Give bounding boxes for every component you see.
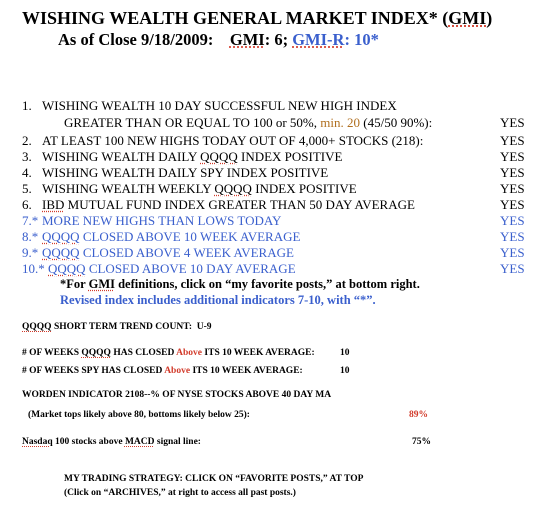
- trend-count: QQQQ SHORT TERM TREND COUNT: U-9: [22, 322, 212, 332]
- weeks-qqqq-value: 10: [340, 348, 350, 358]
- nasdaq-macd: Nasdaq 100 stocks above MACD signal line:: [22, 437, 201, 447]
- status-yes: YES: [500, 261, 525, 276]
- indicator-row-4: 4. WISHING WEALTH DAILY SPY INDEX POSITIVE YES: [22, 165, 525, 180]
- indicator-row-2: 2. AT LEAST 100 NEW HIGHS TODAY OUT OF 4,000+ STOCKS (218): YES: [22, 133, 525, 148]
- status-yes: YES: [500, 115, 525, 130]
- status-yes: YES: [500, 165, 525, 180]
- status-yes: YES: [500, 181, 525, 196]
- as-of-line: [58, 30, 379, 50]
- strategy-line: MY TRADING STRATEGY: CLICK ON “FAVORITE POSTS,” AT TOP: [64, 474, 364, 484]
- gmir-label: GMI-R: [292, 30, 345, 49]
- indicator-row-9: 9.* QQQQ CLOSED ABOVE 4 WEEK AVERAGE YES: [22, 245, 525, 260]
- as-of-date: As of Close 9/18/2009:: [58, 30, 214, 49]
- gmi-abbr: GMI: [448, 8, 487, 28]
- status-yes: YES: [500, 229, 525, 244]
- indicator-row-1-cont: GREATER THAN OR EQUAL TO 100 or 50%, min. 20 (45/50 90%): YES: [64, 115, 525, 130]
- gmi-label: GMI: [229, 30, 265, 49]
- trend-count-value: U-9: [196, 322, 212, 332]
- definitions-note: *For GMI definitions, click on “my favorite posts,” at bottom right.: [60, 277, 420, 291]
- worden-title: WORDEN INDICATOR 2108--% OF NYSE STOCKS ABOVE 40 DAY MA: [22, 390, 332, 400]
- status-yes: YES: [500, 149, 525, 164]
- indicator-row-6: 6. IBD MUTUAL FUND INDEX GREATER THAN 50 DAY AVERAGE YES: [22, 197, 525, 212]
- status-yes: YES: [500, 197, 525, 212]
- indicator-row-8: 8.* QQQQ CLOSED ABOVE 10 WEEK AVERAGE YES: [22, 229, 525, 244]
- indicator-row-1: 1. WISHING WEALTH 10 DAY SUCCESSFUL NEW HIGH INDEX: [22, 98, 397, 113]
- weeks-qqqq: # OF WEEKS QQQQ HAS CLOSED Above ITS 10 WEEK AVERAGE:: [22, 348, 315, 358]
- status-yes: YES: [500, 245, 525, 260]
- page-title: WISHING WEALTH GENERAL MARKET INDEX* (GMI): [22, 8, 493, 28]
- weeks-spy: # OF WEEKS SPY HAS CLOSED Above ITS 10 WEEK AVERAGE:: [22, 366, 303, 376]
- status-yes: YES: [500, 133, 525, 148]
- status-yes: YES: [500, 213, 525, 228]
- nasdaq-value: 75%: [412, 437, 431, 447]
- indicator-row-7: 7.* MORE NEW HIGHS THAN LOWS TODAY YES: [22, 213, 525, 228]
- archives-line: (Click on “ARCHIVES,” at right to access all past posts.): [64, 488, 296, 498]
- indicator-row-10: 10.* QQQQ CLOSED ABOVE 10 DAY AVERAGE YES: [22, 261, 525, 276]
- indicator-row-5: 5. WISHING WEALTH WEEKLY QQQQ INDEX POSITIVE YES: [22, 181, 525, 196]
- indicator-row-3: 3. WISHING WEALTH DAILY QQQQ INDEX POSITIVE YES: [22, 149, 525, 164]
- worden-value: 89%: [409, 410, 428, 420]
- worden-sub: (Market tops likely above 80, bottoms likely below 25):: [28, 410, 250, 420]
- gmir-value: : 10*: [344, 30, 379, 49]
- weeks-spy-value: 10: [340, 366, 350, 376]
- gmi-value: : 6;: [264, 30, 289, 49]
- revised-index-note: Revised index includes additional indicators 7-10, with “*”.: [60, 293, 376, 307]
